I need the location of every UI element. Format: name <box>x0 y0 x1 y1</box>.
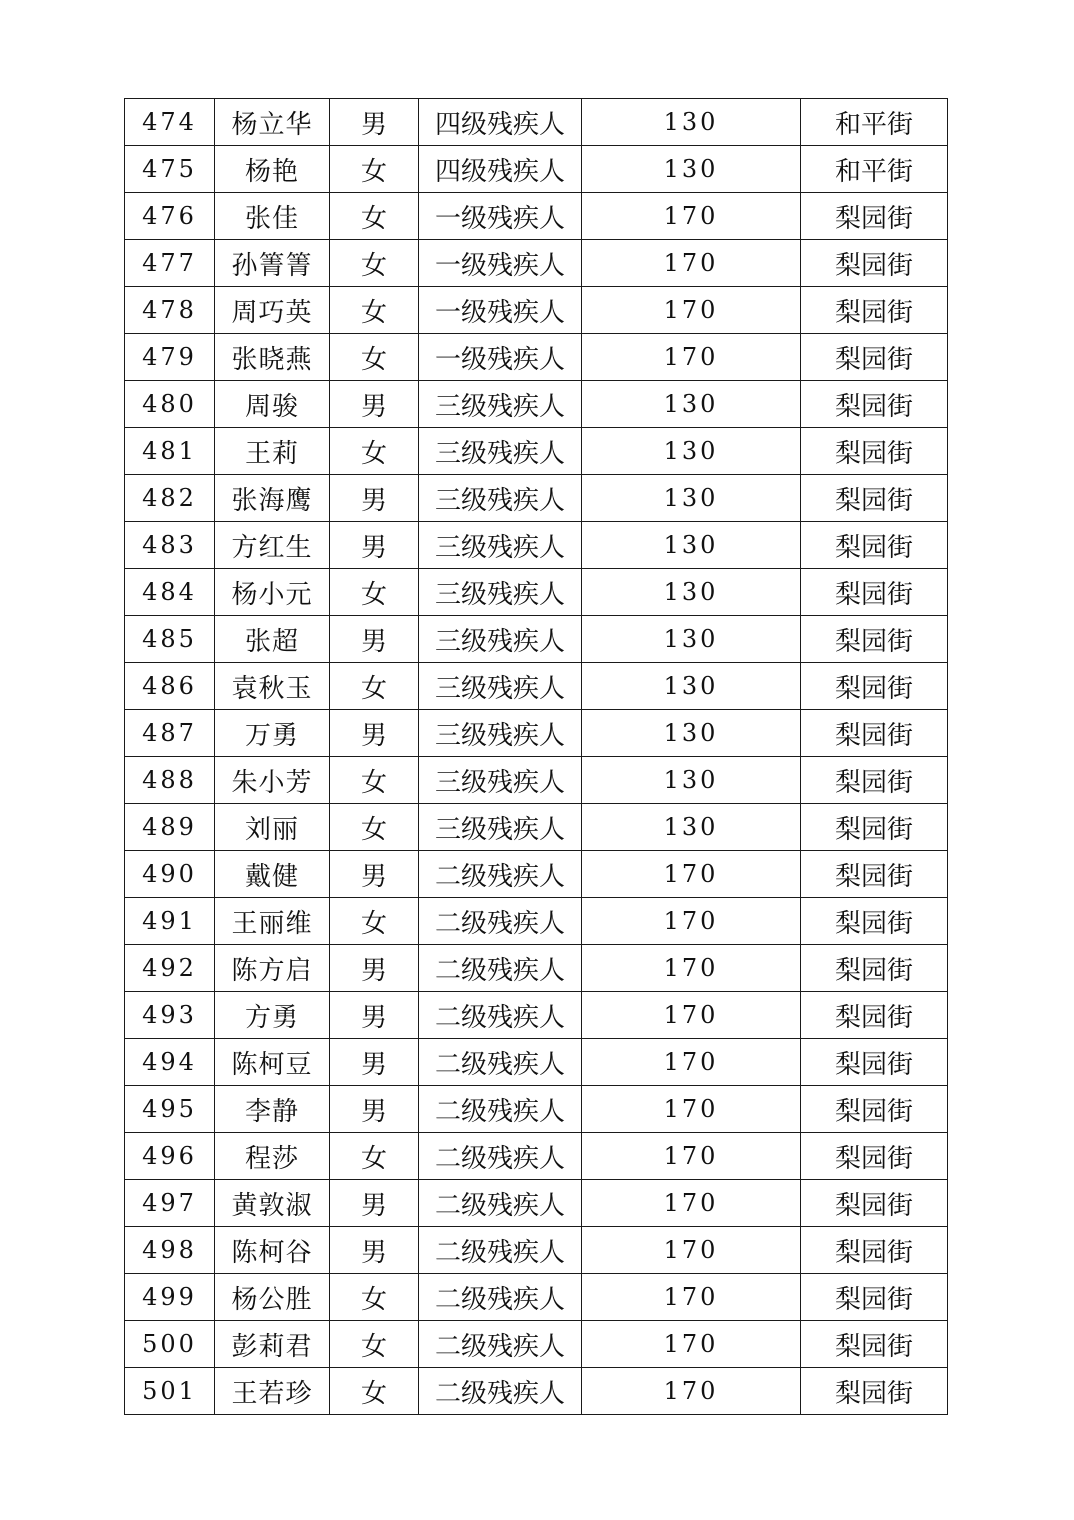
table-row <box>125 1086 948 1133</box>
serial-number-cell: 499 <box>125 1274 215 1321</box>
street-cell: 梨园街 <box>801 475 948 522</box>
amount-cell: 170 <box>582 945 801 992</box>
street-cell: 梨园街 <box>801 804 948 851</box>
table-row <box>125 287 948 334</box>
table-row <box>125 522 948 569</box>
table-row <box>125 99 948 146</box>
name-cell: 杨公胜 <box>215 1274 330 1321</box>
amount-cell: 130 <box>582 710 801 757</box>
serial-number-cell: 482 <box>125 475 215 522</box>
disability-level-cell: 一级残疾人 <box>419 334 582 381</box>
name-cell: 张晓燕 <box>215 334 330 381</box>
disability-level-cell: 三级残疾人 <box>419 804 582 851</box>
street-cell: 梨园街 <box>801 522 948 569</box>
table-row <box>125 240 948 287</box>
amount-cell: 170 <box>582 1368 801 1415</box>
gender-cell: 女 <box>330 663 419 710</box>
amount-cell: 130 <box>582 663 801 710</box>
street-cell: 梨园街 <box>801 663 948 710</box>
street-cell: 和平街 <box>801 99 948 146</box>
amount-cell: 170 <box>582 851 801 898</box>
street-cell: 梨园街 <box>801 334 948 381</box>
disability-level-cell: 二级残疾人 <box>419 1086 582 1133</box>
serial-number-cell: 487 <box>125 710 215 757</box>
street-cell: 梨园街 <box>801 1039 948 1086</box>
serial-number-cell: 480 <box>125 381 215 428</box>
serial-number-cell: 495 <box>125 1086 215 1133</box>
street-cell: 梨园街 <box>801 569 948 616</box>
street-cell: 梨园街 <box>801 193 948 240</box>
gender-cell: 女 <box>330 757 419 804</box>
name-cell: 袁秋玉 <box>215 663 330 710</box>
street-cell: 梨园街 <box>801 1180 948 1227</box>
table-row <box>125 663 948 710</box>
table-row <box>125 851 948 898</box>
street-cell: 梨园街 <box>801 287 948 334</box>
serial-number-cell: 477 <box>125 240 215 287</box>
table-row <box>125 992 948 1039</box>
disability-level-cell: 三级残疾人 <box>419 710 582 757</box>
serial-number-cell: 484 <box>125 569 215 616</box>
disability-level-cell: 一级残疾人 <box>419 240 582 287</box>
name-cell: 王若珍 <box>215 1368 330 1415</box>
amount-cell: 130 <box>582 804 801 851</box>
disability-level-cell: 二级残疾人 <box>419 851 582 898</box>
gender-cell: 女 <box>330 334 419 381</box>
amount-cell: 170 <box>582 240 801 287</box>
name-cell: 陈柯谷 <box>215 1227 330 1274</box>
name-cell: 张佳 <box>215 193 330 240</box>
name-cell: 方红生 <box>215 522 330 569</box>
name-cell: 张海鹰 <box>215 475 330 522</box>
table-row <box>125 898 948 945</box>
gender-cell: 女 <box>330 569 419 616</box>
amount-cell: 130 <box>582 99 801 146</box>
disability-level-cell: 三级残疾人 <box>419 757 582 804</box>
name-cell: 王丽维 <box>215 898 330 945</box>
gender-cell: 男 <box>330 1039 419 1086</box>
name-cell: 彭莉君 <box>215 1321 330 1368</box>
table-row <box>125 1274 948 1321</box>
serial-number-cell: 481 <box>125 428 215 475</box>
name-cell: 陈柯豆 <box>215 1039 330 1086</box>
serial-number-cell: 489 <box>125 804 215 851</box>
street-cell: 梨园街 <box>801 1368 948 1415</box>
street-cell: 梨园街 <box>801 992 948 1039</box>
street-cell: 梨园街 <box>801 1321 948 1368</box>
serial-number-cell: 492 <box>125 945 215 992</box>
disability-level-cell: 二级残疾人 <box>419 1039 582 1086</box>
gender-cell: 男 <box>330 616 419 663</box>
table-row <box>125 757 948 804</box>
serial-number-cell: 494 <box>125 1039 215 1086</box>
gender-cell: 男 <box>330 522 419 569</box>
amount-cell: 130 <box>582 569 801 616</box>
gender-cell: 女 <box>330 193 419 240</box>
street-cell: 梨园街 <box>801 1274 948 1321</box>
table-row <box>125 1227 948 1274</box>
serial-number-cell: 500 <box>125 1321 215 1368</box>
serial-number-cell: 485 <box>125 616 215 663</box>
disability-level-cell: 三级残疾人 <box>419 569 582 616</box>
amount-cell: 170 <box>582 287 801 334</box>
name-cell: 方勇 <box>215 992 330 1039</box>
amount-cell: 130 <box>582 428 801 475</box>
amount-cell: 130 <box>582 757 801 804</box>
table-row <box>125 804 948 851</box>
disability-level-cell: 三级残疾人 <box>419 381 582 428</box>
disability-level-cell: 二级残疾人 <box>419 1180 582 1227</box>
amount-cell: 170 <box>582 1227 801 1274</box>
serial-number-cell: 498 <box>125 1227 215 1274</box>
disability-level-cell: 一级残疾人 <box>419 193 582 240</box>
street-cell: 梨园街 <box>801 1086 948 1133</box>
street-cell: 梨园街 <box>801 851 948 898</box>
name-cell: 周巧英 <box>215 287 330 334</box>
name-cell: 王莉 <box>215 428 330 475</box>
serial-number-cell: 483 <box>125 522 215 569</box>
amount-cell: 130 <box>582 475 801 522</box>
disability-level-cell: 一级残疾人 <box>419 287 582 334</box>
street-cell: 梨园街 <box>801 945 948 992</box>
gender-cell: 男 <box>330 851 419 898</box>
amount-cell: 170 <box>582 1039 801 1086</box>
gender-cell: 女 <box>330 1274 419 1321</box>
disability-level-cell: 三级残疾人 <box>419 522 582 569</box>
table-row <box>125 569 948 616</box>
disability-level-cell: 二级残疾人 <box>419 1274 582 1321</box>
serial-number-cell: 474 <box>125 99 215 146</box>
serial-number-cell: 476 <box>125 193 215 240</box>
disability-level-cell: 二级残疾人 <box>419 945 582 992</box>
name-cell: 张超 <box>215 616 330 663</box>
gender-cell: 女 <box>330 804 419 851</box>
disability-level-cell: 二级残疾人 <box>419 1227 582 1274</box>
name-cell: 朱小芳 <box>215 757 330 804</box>
disability-level-cell: 三级残疾人 <box>419 428 582 475</box>
street-cell: 梨园街 <box>801 757 948 804</box>
serial-number-cell: 488 <box>125 757 215 804</box>
disability-level-cell: 三级残疾人 <box>419 663 582 710</box>
serial-number-cell: 475 <box>125 146 215 193</box>
name-cell: 戴健 <box>215 851 330 898</box>
name-cell: 陈方启 <box>215 945 330 992</box>
name-cell: 周骏 <box>215 381 330 428</box>
street-cell: 梨园街 <box>801 898 948 945</box>
gender-cell: 女 <box>330 898 419 945</box>
street-cell: 梨园街 <box>801 616 948 663</box>
serial-number-cell: 491 <box>125 898 215 945</box>
table-row <box>125 1368 948 1415</box>
disability-level-cell: 二级残疾人 <box>419 1368 582 1415</box>
amount-cell: 170 <box>582 193 801 240</box>
amount-cell: 130 <box>582 616 801 663</box>
gender-cell: 男 <box>330 992 419 1039</box>
gender-cell: 女 <box>330 1133 419 1180</box>
amount-cell: 130 <box>582 146 801 193</box>
serial-number-cell: 490 <box>125 851 215 898</box>
roster-table-body <box>125 99 948 1415</box>
serial-number-cell: 478 <box>125 287 215 334</box>
serial-number-cell: 497 <box>125 1180 215 1227</box>
name-cell: 孙箐箐 <box>215 240 330 287</box>
name-cell: 万勇 <box>215 710 330 757</box>
disability-level-cell: 三级残疾人 <box>419 616 582 663</box>
gender-cell: 男 <box>330 99 419 146</box>
roster-table <box>124 98 948 1415</box>
disability-level-cell: 四级残疾人 <box>419 99 582 146</box>
serial-number-cell: 493 <box>125 992 215 1039</box>
amount-cell: 170 <box>582 1086 801 1133</box>
disability-level-cell: 二级残疾人 <box>419 1321 582 1368</box>
disability-level-cell: 二级残疾人 <box>419 898 582 945</box>
street-cell: 梨园街 <box>801 710 948 757</box>
gender-cell: 男 <box>330 381 419 428</box>
amount-cell: 170 <box>582 1180 801 1227</box>
disability-level-cell: 三级残疾人 <box>419 475 582 522</box>
table-row <box>125 475 948 522</box>
amount-cell: 130 <box>582 381 801 428</box>
street-cell: 和平街 <box>801 146 948 193</box>
amount-cell: 170 <box>582 992 801 1039</box>
table-row <box>125 616 948 663</box>
amount-cell: 170 <box>582 1274 801 1321</box>
table-row <box>125 334 948 381</box>
disability-level-cell: 二级残疾人 <box>419 1133 582 1180</box>
gender-cell: 男 <box>330 1086 419 1133</box>
street-cell: 梨园街 <box>801 428 948 475</box>
gender-cell: 男 <box>330 945 419 992</box>
table-row <box>125 146 948 193</box>
disability-level-cell: 二级残疾人 <box>419 992 582 1039</box>
gender-cell: 女 <box>330 146 419 193</box>
serial-number-cell: 479 <box>125 334 215 381</box>
amount-cell: 130 <box>582 522 801 569</box>
street-cell: 梨园街 <box>801 1133 948 1180</box>
gender-cell: 女 <box>330 1368 419 1415</box>
table-row <box>125 428 948 475</box>
amount-cell: 170 <box>582 898 801 945</box>
table-row <box>125 945 948 992</box>
table-row <box>125 1133 948 1180</box>
gender-cell: 男 <box>330 475 419 522</box>
amount-cell: 170 <box>582 334 801 381</box>
name-cell: 李静 <box>215 1086 330 1133</box>
serial-number-cell: 496 <box>125 1133 215 1180</box>
name-cell: 程莎 <box>215 1133 330 1180</box>
disability-level-cell: 四级残疾人 <box>419 146 582 193</box>
gender-cell: 女 <box>330 240 419 287</box>
street-cell: 梨园街 <box>801 1227 948 1274</box>
table-row <box>125 1180 948 1227</box>
gender-cell: 男 <box>330 1227 419 1274</box>
name-cell: 黄敦淑 <box>215 1180 330 1227</box>
gender-cell: 女 <box>330 428 419 475</box>
street-cell: 梨园街 <box>801 240 948 287</box>
amount-cell: 170 <box>582 1133 801 1180</box>
serial-number-cell: 501 <box>125 1368 215 1415</box>
street-cell: 梨园街 <box>801 381 948 428</box>
name-cell: 杨艳 <box>215 146 330 193</box>
table-row <box>125 381 948 428</box>
amount-cell: 170 <box>582 1321 801 1368</box>
name-cell: 杨小元 <box>215 569 330 616</box>
gender-cell: 男 <box>330 1180 419 1227</box>
table-row <box>125 1321 948 1368</box>
table-row <box>125 710 948 757</box>
gender-cell: 男 <box>330 710 419 757</box>
gender-cell: 女 <box>330 287 419 334</box>
name-cell: 杨立华 <box>215 99 330 146</box>
serial-number-cell: 486 <box>125 663 215 710</box>
table-row <box>125 1039 948 1086</box>
table-row <box>125 193 948 240</box>
name-cell: 刘丽 <box>215 804 330 851</box>
gender-cell: 女 <box>330 1321 419 1368</box>
